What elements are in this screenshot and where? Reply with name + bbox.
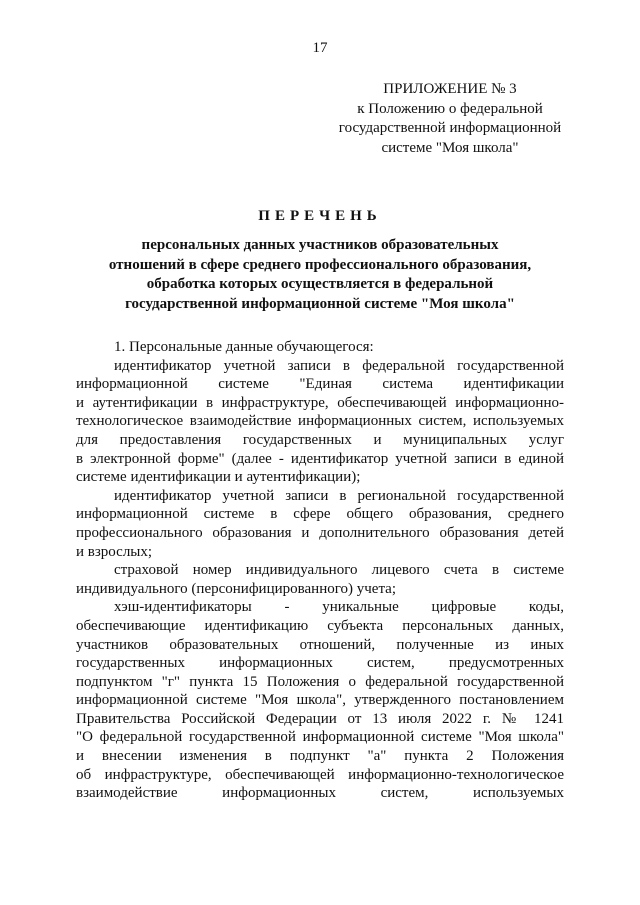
- appendix-line: к Положению о федеральной: [357, 100, 543, 117]
- body-line: и внесении изменения в подпункт "а" пункта 2 Положения: [76, 748, 564, 765]
- body-line: технологическое взаимодействие информационных систем, используемых: [76, 413, 564, 430]
- body-line: об инфраструктуре, обеспечивающей информационно-технологическое: [76, 766, 564, 783]
- subtitle-line: отношений в сфере среднего профессионального образования,: [108, 256, 532, 273]
- appendix-header: [330, 80, 570, 158]
- body-line: государственных информационных систем, предусмотренных: [76, 655, 564, 672]
- body-line: взаимодействие информационных систем, используемых: [76, 785, 564, 802]
- body-line: хэш-идентификаторы - уникальные цифровые коды,: [114, 599, 564, 616]
- appendix-line: ПРИЛОЖЕНИЕ № 3: [383, 81, 517, 97]
- body-line: Правительства Российской Федерации от 13 июля 2022 г. № 1241: [76, 710, 564, 727]
- body-line: и взрослых;: [76, 543, 153, 560]
- body-line: в электронной форме" (далее - идентификатор учетной записи в единой: [76, 450, 564, 467]
- body-line: системе идентификации и аутентификации);: [76, 469, 361, 486]
- body-line: и аутентификации в инфраструктуре, обеспечивающей информационно-: [76, 394, 564, 411]
- document-heading: ПЕРЕЧЕНЬ: [258, 208, 382, 224]
- appendix-line: системе "Моя школа": [381, 139, 519, 156]
- page-number: 17: [312, 40, 328, 56]
- body-line: информационной системе "Моя школа", утвержденного постановлением: [76, 692, 564, 709]
- body-line: профессионального образования и дополнительного образования детей: [76, 524, 564, 541]
- body-line: "О федеральной государственной информационной системе "Моя школа": [76, 729, 564, 746]
- body-line: индивидуального (персонифицированного) учета;: [76, 580, 397, 597]
- subtitle-line: обработка которых осуществляется в федеральной: [146, 276, 494, 292]
- body-line: подпунктом "г" пункта 15 Положения о федеральной государственной: [76, 673, 564, 690]
- appendix-line: государственной информационной: [338, 120, 562, 136]
- body-line: идентификатор учетной записи в региональной государственной: [114, 487, 564, 504]
- body-line: страховой номер индивидуального лицевого счета в системе: [114, 562, 564, 579]
- subtitle-line: государственной информационной системе "Моя школа": [125, 295, 515, 312]
- body-line: для предоставления государственных и муниципальных услуг: [76, 431, 564, 448]
- body-line: идентификатор учетной записи в федеральной государственной: [114, 357, 564, 374]
- document-subtitle: [0, 236, 640, 314]
- body-line: информационной системе в сфере общего образования, среднего: [76, 506, 564, 523]
- body-text: [76, 338, 564, 803]
- body-line: участников образовательных отношений, полученные из иных: [76, 636, 564, 653]
- body-line: 1. Персональные данные обучающегося:: [114, 339, 374, 355]
- body-line: информационной системе "Единая система идентификации: [76, 376, 564, 393]
- body-line: обеспечивающие идентификацию субъекта персональных данных,: [76, 617, 564, 634]
- subtitle-line: персональных данных участников образовательных: [141, 237, 499, 253]
